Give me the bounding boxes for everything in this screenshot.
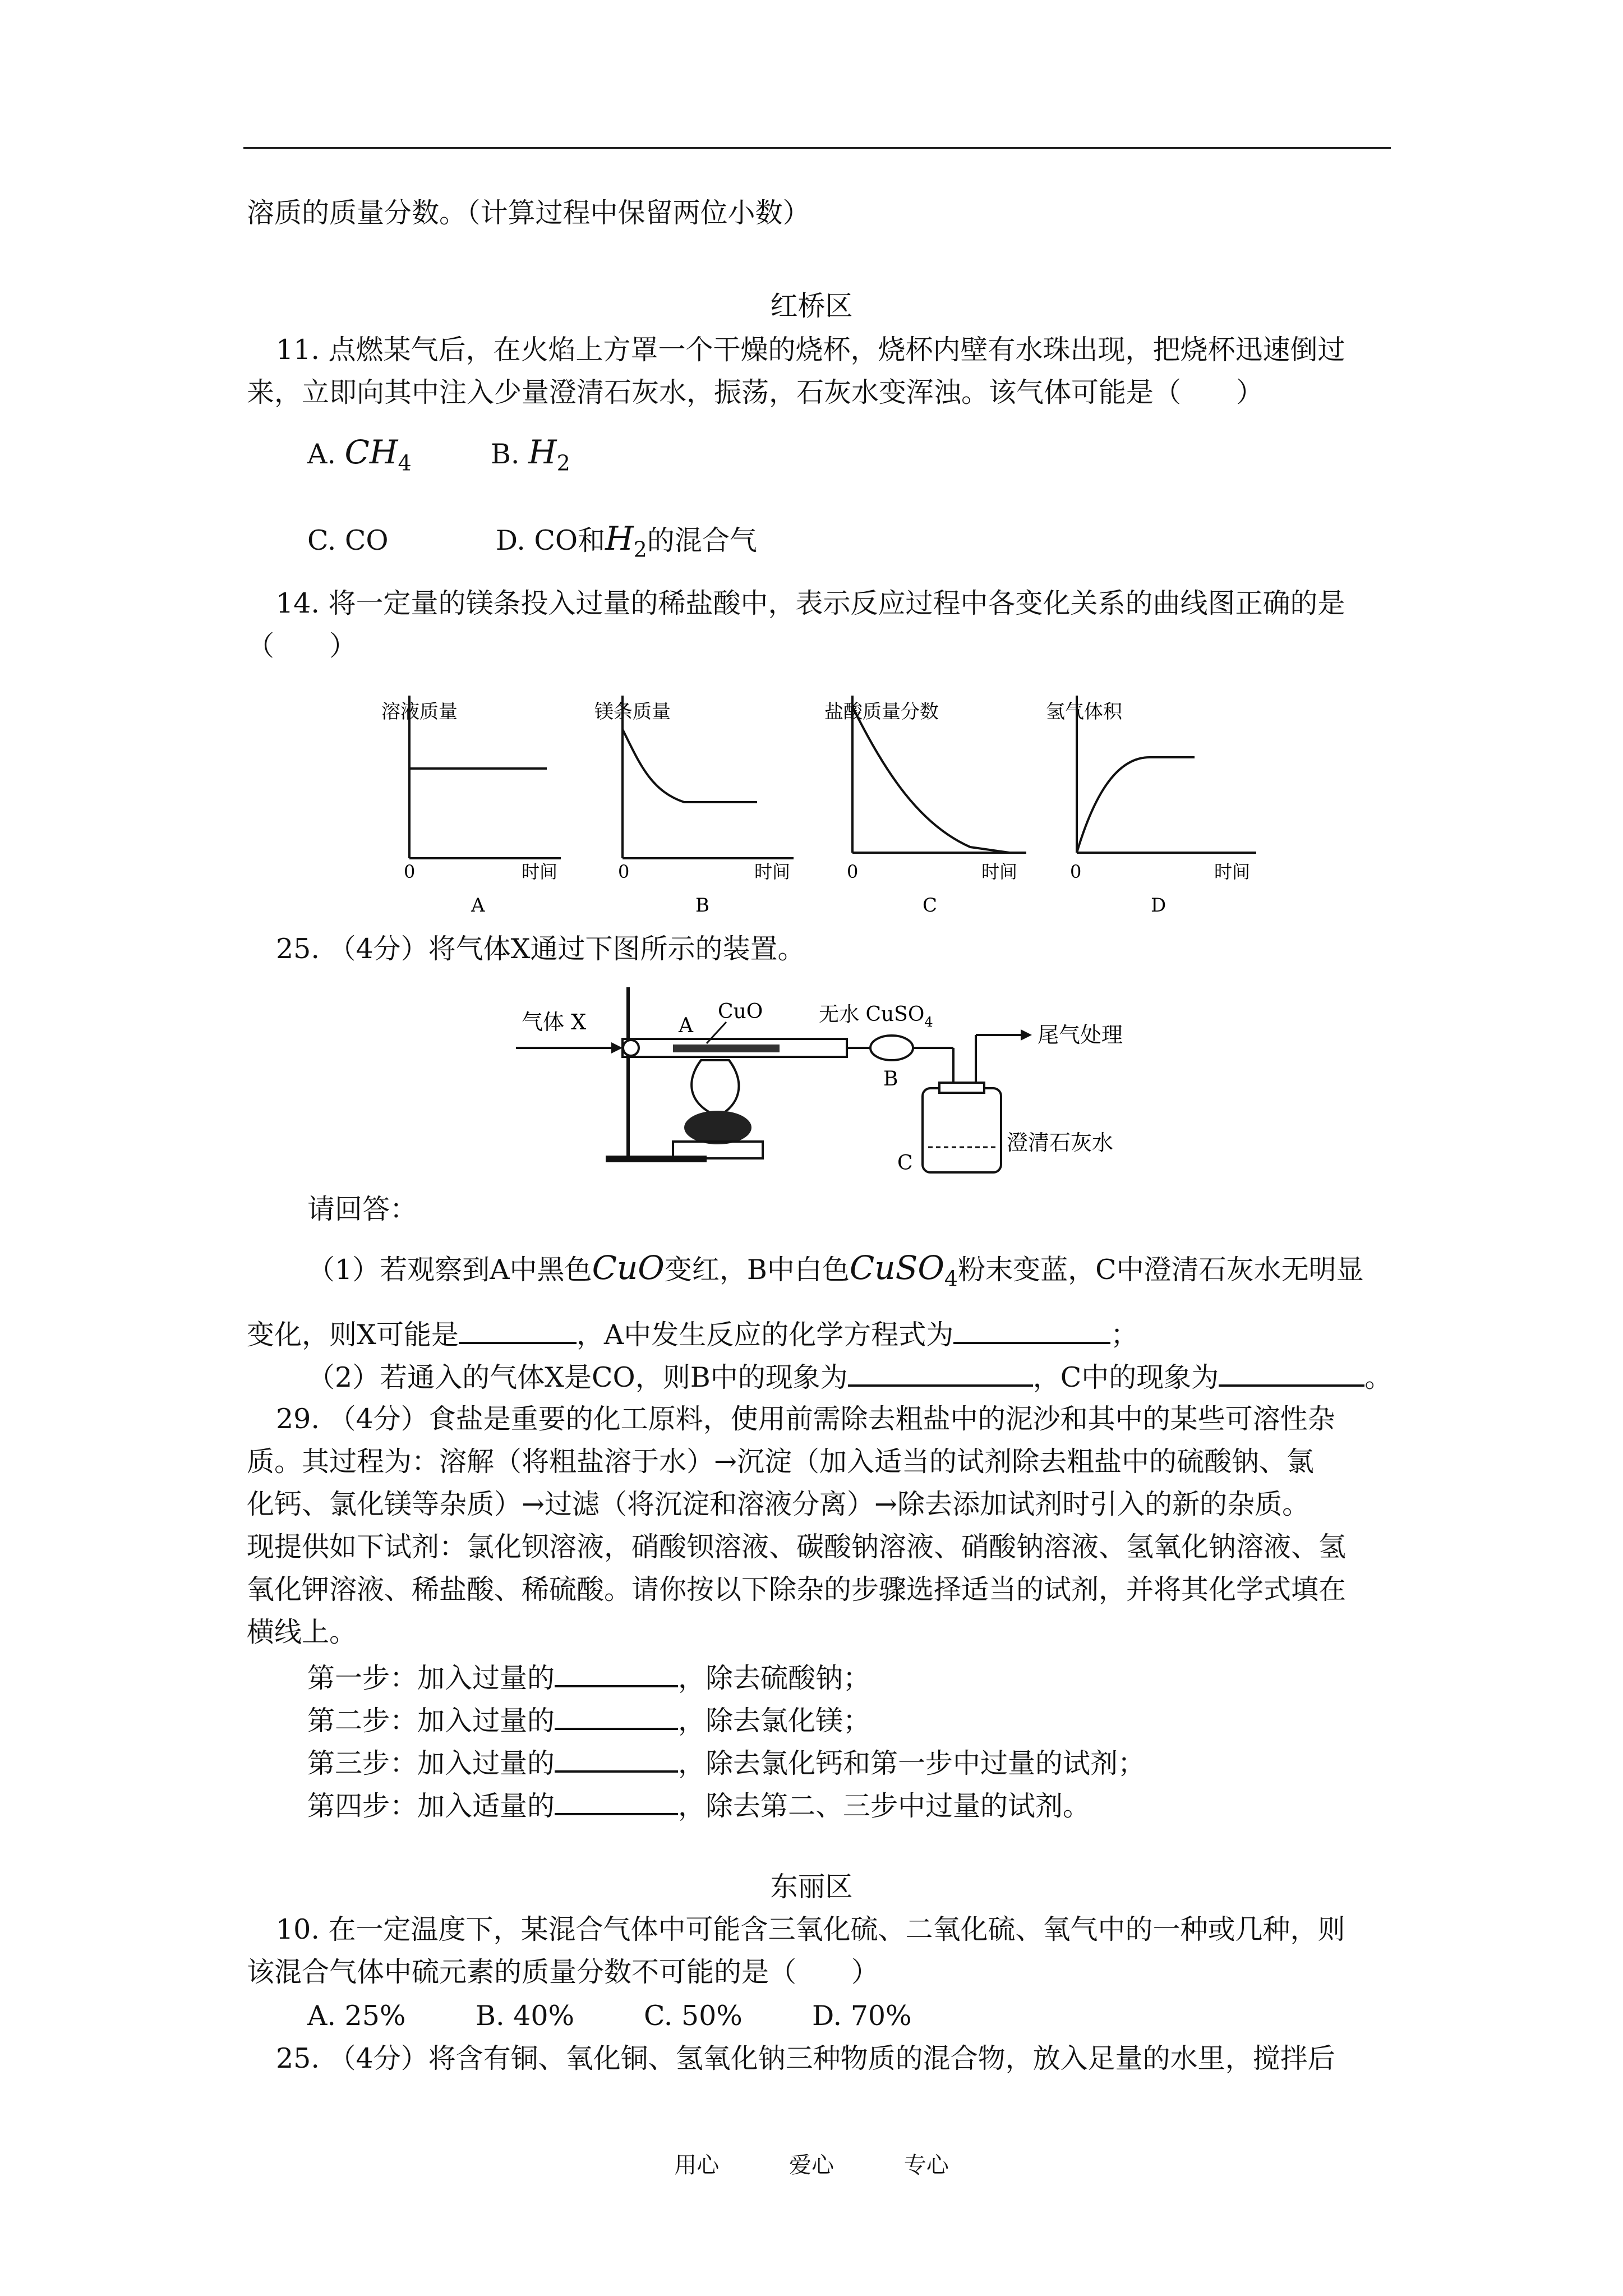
cuo-powder [673,1045,780,1052]
label-cuo: CuO [718,1000,763,1023]
question-10-options [307,2000,912,2032]
label-limewater: 澄清石灰水 [1007,1130,1114,1155]
drying-tube-b [870,1036,913,1060]
answer-blank[interactable] [555,1659,678,1687]
question-11-line: 来，立即向其中注入少量澄清石灰水，振荡，石灰水变浑浊。该气体可能是（ ） [247,376,1264,408]
graph-c-origin: 0 [847,861,859,882]
question-25b-line: 25. （4分）将含有铜、氧化铜、氢氧化钠三种物质的混合物，放入足量的水里，搅拌后 [276,2042,1335,2074]
step-3: 第三步：加入过量的 ，除去氯化钙和第一步中过量的试剂； [307,1745,1145,1779]
question-25-part2-line: （2）若通入的气体X是CO，则B中的现象为 ，C中的现象为 。 [307,1359,1392,1393]
label-a: A [679,1014,693,1037]
question-25-part1-line: 变化，则X可能是 ，A中发生反应的化学方程式为 ； [247,1316,1138,1351]
flame [691,1060,739,1116]
option-a: A. 25% [307,2000,406,2032]
graph-c [824,696,1026,917]
graph-d [1046,696,1256,917]
question-25-line: 25. （4分）将气体X通过下图所示的装置。 [276,933,805,965]
step-2: 第二步：加入过量的 ，除去氯化镁； [307,1702,870,1737]
graph-a-tag: A [471,894,485,917]
graph-a [381,696,561,917]
answer-blank[interactable] [555,1702,678,1730]
graph-b-ylabel: 镁条质量 [594,701,671,723]
option-d: D. 70% [812,2000,912,2032]
apparatus-diagram [505,976,1144,1178]
reaction-graphs [359,684,1267,920]
graph-a-ylabel: 溶液质量 [381,701,458,723]
question-11-options-ab [307,433,570,479]
graph-b [594,696,794,917]
question-29-line: 横线上。 [247,1616,357,1648]
question-29-line: 29. （4分）食盐是重要的化工原料，使用前需除去粗盐中的泥沙和其中的某些可溶性杂 [276,1403,1335,1435]
graph-c-xlabel: 时间 [981,861,1018,882]
graph-b-tag: B [695,894,709,917]
option-a-formula: $CH_4$ [344,433,412,476]
formula-cuo: CuO [592,1249,665,1287]
answer-blank[interactable] [555,1745,678,1773]
option-c: C. 50% [644,2000,743,2032]
question-29-line: 氧化钾溶液、稀盐酸、稀硫酸。请你按以下除杂的步骤选择适当的试剂，并将其化学式填在 [247,1573,1347,1605]
answer-blank[interactable] [953,1316,1110,1344]
answer-blank[interactable] [1219,1359,1364,1387]
bottle-stopper [939,1083,984,1093]
option-b-formula: $H_2$ [528,433,570,476]
graph-d-origin: 0 [1070,861,1082,882]
formula-cuso4: CuSO$_4$ [849,1249,958,1291]
option-d-formula: $H_2$ [605,519,647,562]
graph-b-curve [623,729,757,802]
question-29-line: 现提供如下试剂：氯化钡溶液，硝酸钡溶液、碳酸钠溶液、硝酸钠溶液、氢氧化钠溶液、氢 [247,1531,1347,1563]
footer-item: 爱心 [789,2152,834,2178]
question-14-line: （ ） [247,630,357,662]
graph-c-tag: C [923,894,938,917]
option-a-label: A. [307,438,336,470]
page-footer [0,2147,1623,2179]
section-title: 东丽区 [770,1871,853,1903]
question-11-options-cd [307,519,757,565]
graph-d-xlabel: 时间 [1214,861,1251,882]
option-c: C. CO [307,524,389,556]
step-4: 第四步：加入适量的 ，除去第二、三步中过量的试剂。 [307,1787,1090,1822]
question-14-line: 14. 将一定量的镁条投入过量的稀盐酸中，表示反应过程中各变化关系的曲线图正确的是 [276,587,1345,619]
graph-b-origin: 0 [618,861,630,882]
option-b: B. 40% [476,2000,575,2032]
graph-c-curve [852,707,1009,853]
graph-a-origin: 0 [404,861,416,882]
question-25-part1-line: （1）若观察到A中黑色CuO变红，B中白色CuSO$_4$粉末变蓝，C中澄清石灰水无明显 [307,1249,1364,1291]
question-29-line: 质。其过程为：溶解（将粗盐溶于水）→沉淀（加入适当的试剂除去粗盐中的硫酸钠、氯 [247,1446,1315,1478]
graph-c-ylabel: 盐酸质量分数 [824,701,939,723]
answer-blank[interactable] [848,1359,1033,1387]
bottle-c [923,1088,1001,1172]
label-c: C [897,1152,913,1175]
question-29-line: 化钙、氯化镁等杂质）→过滤（将沉淀和溶液分离）→除去添加试剂时引入的新的杂质。 [247,1488,1310,1520]
graph-a-xlabel: 时间 [522,861,558,882]
option-d-post: 的混合气 [647,524,757,556]
graph-b-xlabel: 时间 [754,861,791,882]
alcohol-burner [684,1111,751,1144]
gas-x-label: 气体 X [522,1010,587,1034]
footer-item: 专心 [903,2152,949,2178]
question-11-line: 11. 点燃某气后，在火焰上方罩一个干燥的烧杯，烧杯内壁有水珠出现，把烧杯迅速倒过 [276,334,1345,366]
question-25-prompt: 请回答： [307,1193,418,1225]
graph-d-tag: D [1151,894,1166,917]
clamp [623,1040,639,1056]
answer-blank[interactable] [459,1316,577,1344]
option-d-pre: D. CO和 [495,524,606,556]
label-b: B [883,1068,898,1091]
header-rule [243,147,1391,149]
cuo-pointer [707,1022,726,1043]
label-anhydrous: 无水 CuSO$_4$ [819,1003,933,1030]
text-line: 溶质的质量分数。（计算过程中保留两位小数） [247,197,810,229]
answer-blank[interactable] [555,1787,678,1815]
arrow-head [611,1042,623,1053]
section-title: 红桥区 [770,290,853,322]
graph-d-curve [1077,757,1195,853]
step-1: 第一步：加入过量的 ，除去硫酸钠； [307,1659,870,1694]
label-tail-gas: 尾气处理 [1038,1023,1123,1047]
question-10-line: 10. 在一定温度下，某混合气体中可能含三氧化硫、二氧化硫、氧气中的一种或几种，则 [276,1913,1345,1945]
option-b-label: B. [490,438,520,470]
graph-d-ylabel: 氢气体积 [1046,701,1122,723]
footer-item: 用心 [674,2152,720,2178]
arrow-head [1021,1029,1032,1041]
question-10-line: 该混合气体中硫元素的质量分数不可能的是（ ） [247,1956,879,1988]
